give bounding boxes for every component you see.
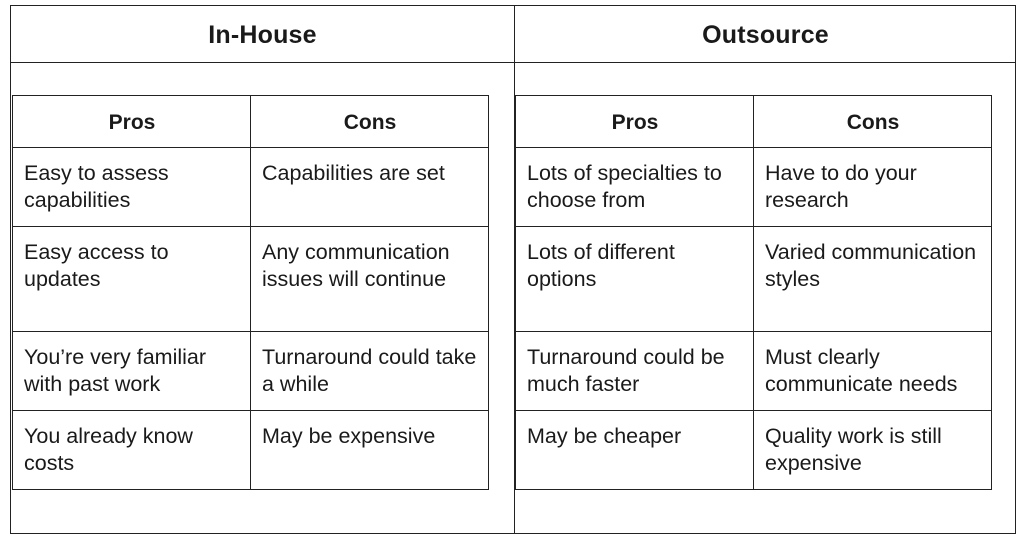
pro-cell: You’re very familiar with past work (13, 332, 251, 411)
table-header-row (13, 96, 489, 148)
cons-header: Cons (251, 96, 489, 148)
table-row (13, 148, 489, 227)
outsource-pros-cons-table (515, 95, 992, 490)
con-cell: Varied communication styles (754, 227, 992, 332)
pro-cell: May be cheaper (516, 411, 754, 490)
con-cell: Must clearly communicate needs (754, 332, 992, 411)
outsource-title: Outsource (702, 21, 829, 49)
table-row (13, 411, 489, 490)
in-house-pros-cons-table (12, 95, 489, 490)
in-house-title: In-House (208, 21, 317, 49)
table-row (516, 227, 992, 332)
table-row (13, 227, 489, 332)
table-row (13, 332, 489, 411)
table-row (516, 332, 992, 411)
con-cell: Quality work is still expensive (754, 411, 992, 490)
table-row (516, 411, 992, 490)
con-cell: Any communication issues will continue (251, 227, 489, 332)
con-cell: Turnaround could take a while (251, 332, 489, 411)
table-row (516, 148, 992, 227)
table-header-row (516, 96, 992, 148)
con-cell: Have to do your research (754, 148, 992, 227)
pro-cell: Lots of different options (516, 227, 754, 332)
con-cell: May be expensive (251, 411, 489, 490)
pros-header: Pros (516, 96, 754, 148)
cons-header: Cons (754, 96, 992, 148)
pro-cell: Easy access to updates (13, 227, 251, 332)
con-cell: Capabilities are set (251, 148, 489, 227)
pro-cell: Lots of specialties to choose from (516, 148, 754, 227)
pro-cell: You already know costs (13, 411, 251, 490)
pro-cell: Turnaround could be much faster (516, 332, 754, 411)
pro-cell: Easy to assess capabilities (13, 148, 251, 227)
pros-header: Pros (13, 96, 251, 148)
